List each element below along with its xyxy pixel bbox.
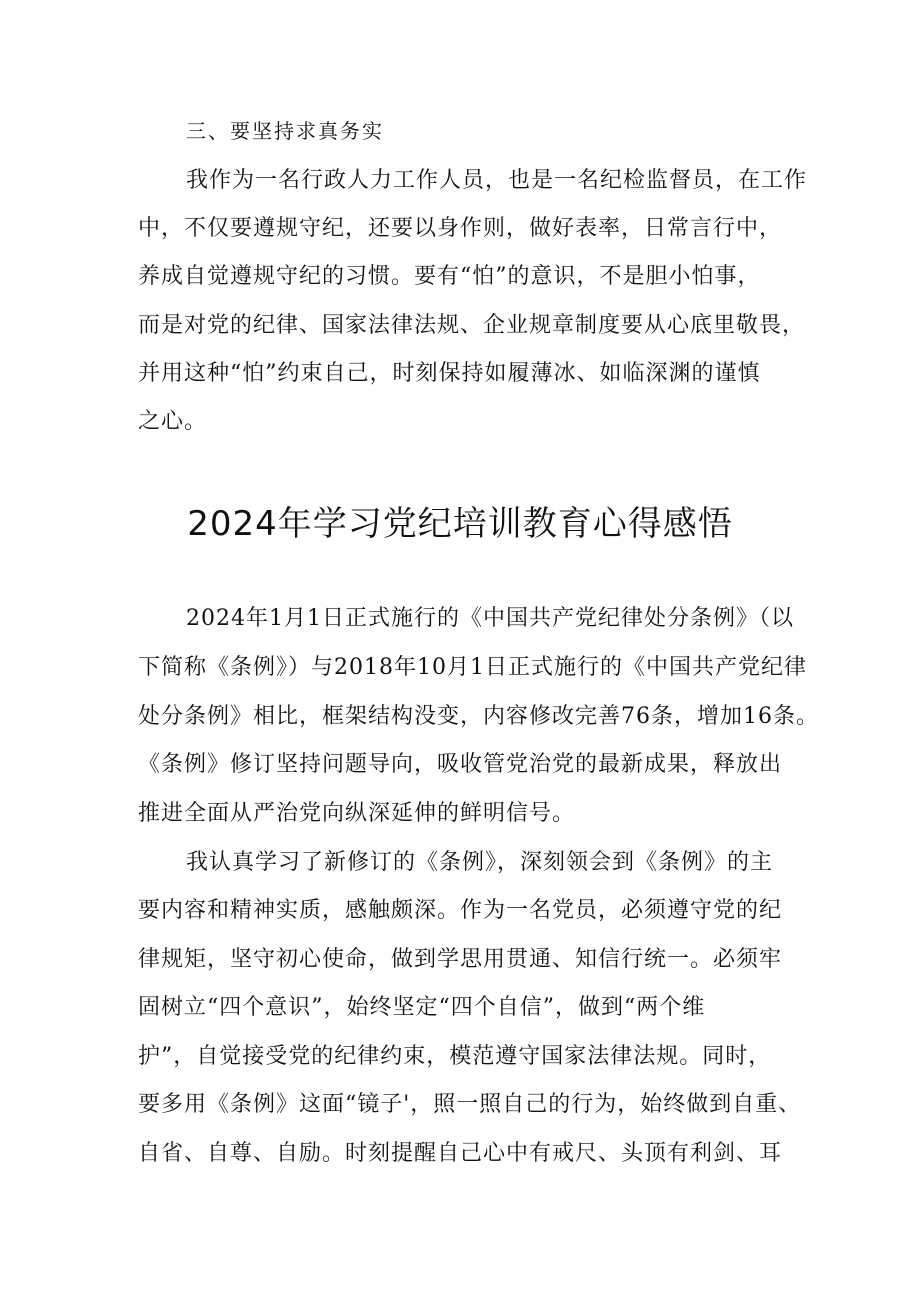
paragraph-line: 要多用《条例》这面“镜子'，照一照自己的行为，始终做到自重、 [138,1092,802,1117]
paragraph-line: 并用这种“怕”约束自己，时刻保持如履薄冰、如临深渊的谨慎 [138,361,761,386]
paragraph-line: 处分条例》相比，框架结构没变，内容修改完善76条，增加16条。 [138,704,819,729]
document-title: 2024年学习党纪培训教育心得感悟 [187,504,733,544]
paragraph-line: 中，不仅要遵规守纪，还要以身作则，做好表率，日常言行中， [138,216,783,241]
paragraph-line: 要内容和精神实质，感触颇深。作为一名党员，必须遵守党的纪 [138,898,783,923]
paragraph-line: 养成自觉遵规守纪的习惯。要有“怕”的意识，不是胆小怕事， [138,264,761,289]
paragraph-line: 推进全面从严治党向纵深延伸的鲜明信号。 [138,801,576,826]
paragraph-line: 护”，自觉接受党的纪律约束，模范遵守国家法律法规。同时， [138,1044,772,1069]
paragraph-line: 我作为一名行政人力工作人员，也是一名纪检监督员，在工作 [186,168,808,193]
paragraph-line: 固树立“四个意识”，始终坚定“四个自信”，做到“两个维 [138,995,706,1020]
paragraph-line: 2024年1月1日正式施行的《中国共产党纪律处分条例》（以 [186,606,794,631]
paragraph-line: 律规矩，坚守初心使命，做到学思用贯通、知信行统一。必须牢 [138,947,783,972]
paragraph-line: 自省、自尊、自励。时刻提醒自己心中有戒尺、头顶有利剑、耳 [138,1141,783,1166]
paragraph-line: 我认真学习了新修订的《条例》，深刻领会到《条例》的主 [186,850,774,875]
section-heading: 三、要坚持求真务实 [186,119,384,143]
paragraph-line: 《条例》修订坚持问题导向，吸收管党治党的最新成果，释放出 [138,752,783,777]
paragraph-line: 下简称《条例》）与2018年10月1日正式施行的《中国共产党纪律 [138,655,807,680]
paragraph-line: 之心。 [138,409,208,434]
paragraph-line: 而是对党的纪律、国家法律法规、企业规章制度要从心底里敬畏， [138,313,806,338]
